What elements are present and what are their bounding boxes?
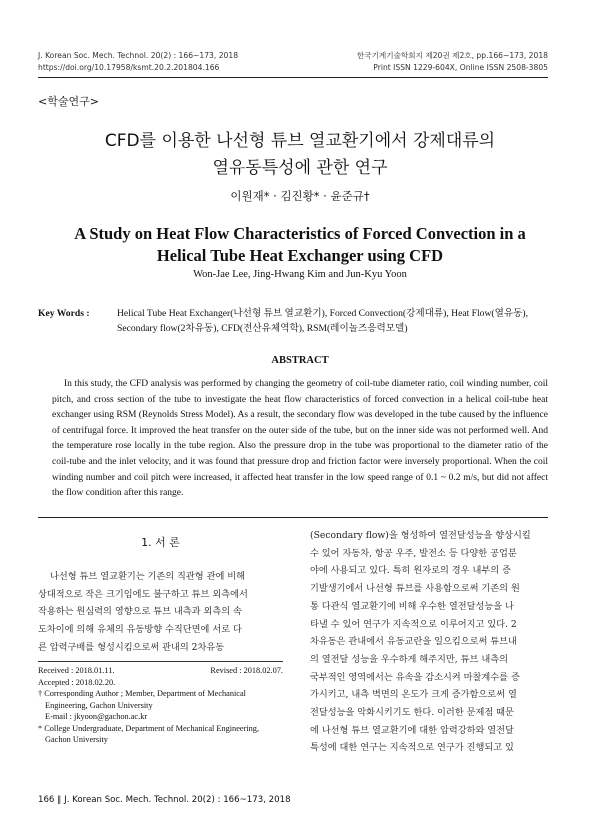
text-line: 타낼 수 있어 연구가 지속적으로 이루어지고 있다. 2 [310,618,517,630]
text-line: 에 나선형 튜브 열교환기에 대한 압력강하와 열전달 [310,724,514,736]
text-line: 작용하는 원심력의 영향으로 튜브 내측과 외측의 속 [38,606,242,618]
text-line: 통 다관식 열교환기에 비해 우수한 열전달성능을 나 [310,600,514,612]
journal-citation-ko: 한국기계기술학회지 제20권 제2호, pp.166~173, 2018 [356,51,548,60]
section-tag: <학술연구> [38,95,99,108]
intro-right-column [310,527,550,757]
received-date: Received : 2018.01.11. [38,666,115,675]
authors-korean: 이원재* · 김진황* · 윤준규† [230,189,370,203]
abstract-heading: ABSTRACT [271,355,329,366]
notes-divider [38,661,283,662]
corresponding-affiliation: Engineering, Gachon University [45,700,153,710]
college-note: * College Undergraduate, Department of Mechanical Engineering, [38,723,260,733]
text-line: 상대적으로 작은 크기임에도 불구하고 튜브 외측에서 [38,588,248,600]
text-line: 의 열전달 성능을 우수하게 해주지만, 튜브 내측의 [310,653,508,665]
title-korean-line-2: 열유동특성에 관한 연구 [212,158,388,178]
journal-citation: J. Korean Soc. Mech. Technol. 20(2) : 166~173, 2018 [38,51,239,60]
abstract-body: In this study, the CFD analysis was performed by changing the geometry of coil-tube diameter ratio, coil winding number, coil pitch, and cross section of the tube to investigate the heat flow characteristics of forced convection in a helical coil-tube heat exchanger using RSM (Reynolds Stress Model). As a result, the secondary flow was developed in the tube caused by the influence of centrifugal force. It improved the heat transfer on the outer side of the tube, but on the inner side was not performed well. And the temperature rose locally in the tube region. Also the pressure drop in the tube was proportional to the diameter ratio of the coil-tube and the inlet velocity, and it was found that pressure drop and friction factor were inversely proportional. When the coil winding number and coil pitch were increased, it affected heat transfer in the low speed range of 0.1 ~ 0.2 m/s, but did not affect the flow condition after this range. [52,379,548,499]
issn-line: Print ISSN 1229-604X, Online ISSN 2508-3805 [373,63,548,72]
keywords-line-1: Helical Tube Heat Exchanger(나선형 튜브 열교환기), Forced Convection(강제대류), Heat Flow(열유동), [117,308,528,319]
intro-left-column [38,568,283,657]
keywords-line-2: Secondary flow(2차유동), CFD(전산유체역학), RSM(레이놀즈응력모델) [117,323,408,334]
text-line: 야에 사용되고 있다. 특히 원자로의 경우 내부의 증 [310,565,511,577]
email[interactable]: E-mail : jkyoon@gachon.ac.kr [45,712,148,721]
header-divider [38,77,548,78]
abstract-divider [38,517,548,518]
title-english-line-1: A Study on Heat Flow Characteristics of Forced Convection in a [74,224,526,243]
title-english-line-2: Helical Tube Heat Exchanger using CFD [156,246,444,265]
accepted-date: Accepted : 2018.02.20. [38,677,116,687]
text-line: 른 압력구배를 형성시킴으로써 관내의 2차유동 [38,641,225,653]
corresponding-author: † Corresponding Author ; Member, Department of Mechanical [38,689,246,698]
article-notes [38,665,283,746]
keywords-label: Key Words : [38,308,90,319]
doi-link[interactable]: https://doi.org/10.17958/ksmt.20.2.201804.166 [38,63,220,72]
text-line: 도차이에 의해 유체의 유동방향 수직단면에 서로 다 [38,624,242,636]
section-heading-introduction: 1. 서 론 [141,536,180,549]
text-line: 특성에 대한 연구는 지속적으로 연구가 진행되고 있 [310,742,514,754]
page-footer: 166 ∥ J. Korean Soc. Mech. Technol. 20(2) : 166~173, 2018 [38,795,291,805]
text-line: 가시키고, 내측 벽면의 온도가 크게 증가함으로써 열 [310,689,517,701]
text-line: 차유동은 관내에서 유동교란을 일으킴으로써 튜브내 [310,636,517,648]
text-line: 수 있어 자동차, 항공 우주, 발전소 등 다양한 공업분 [310,547,517,559]
title-korean-line-1: CFD를 이용한 나선형 튜브 열교환기에서 강제대류의 [104,131,496,151]
revised-date: Revised : 2018.02.07. [210,666,283,675]
college-affiliation: Gachon University [45,735,108,744]
text-line: 기발생기에서 나선형 튜브를 사용함으로써 기존의 원 [310,583,520,595]
text-line: 나선형 튜브 열교환기는 기존의 직관형 관에 비해 [50,571,246,582]
text-line: 전달성능을 악화시키기도 한다. 이러한 문제점 때문 [310,707,514,719]
authors-english: Won-Jae Lee, Jing-Hwang Kim and Jun-Kyu Yoon [193,269,407,280]
dates-row [38,665,283,677]
text-line: 국부적인 영역에서는 유속을 감소시켜 마찰계수를 증 [310,671,520,683]
text-line: (Secondary flow)을 형성하여 열전달성능을 향상시킬 [310,530,531,541]
